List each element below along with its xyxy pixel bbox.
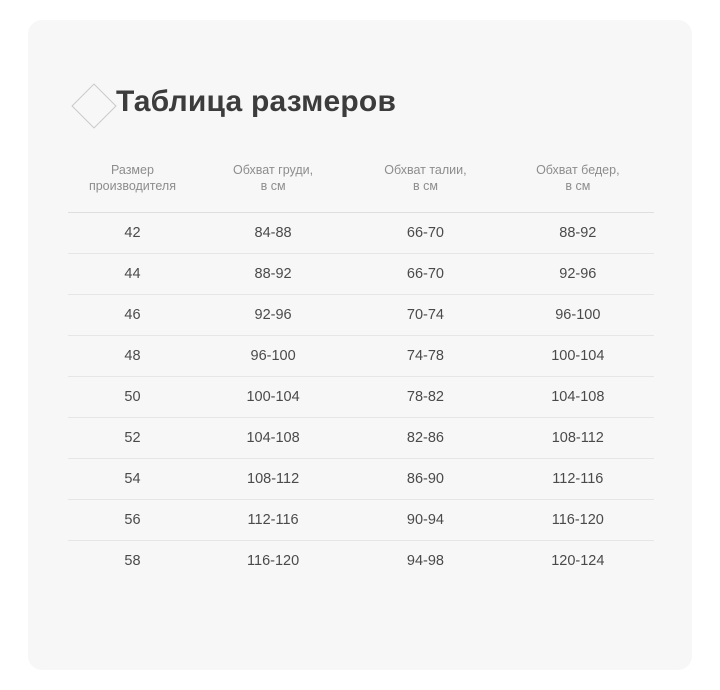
table-row [68, 295, 654, 336]
cell-size: 44 [68, 254, 197, 295]
title-row [68, 72, 396, 132]
cell-chest: 116-120 [247, 553, 300, 569]
cell-waist: 70-74 [349, 295, 501, 336]
cell-hips: 88-92 [502, 213, 654, 254]
cell-hips: 100-104 [502, 336, 654, 377]
cell-chest: 84-88 [197, 213, 349, 254]
cell-size: 52 [68, 418, 197, 459]
page-title: Таблица размеров [116, 85, 397, 118]
column-header-hips: Обхват бедер, в см [536, 163, 620, 193]
cell-chest: 88-92 [197, 254, 349, 295]
size-table [68, 162, 654, 581]
cell-chest: 92-96 [197, 295, 349, 336]
cell-waist: 82-86 [349, 418, 501, 459]
cell-hips: 116-120 [502, 500, 654, 541]
diamond-outline-icon [68, 80, 112, 124]
table-row [68, 541, 654, 582]
cell-hips: 104-108 [502, 377, 654, 418]
table-row [68, 254, 654, 295]
column-header-waist: Обхват талии, в см [384, 163, 467, 193]
table-row [68, 500, 654, 541]
cell-waist: 66-70 [349, 254, 501, 295]
cell-waist: 90-94 [349, 500, 501, 541]
size-table-body [68, 213, 654, 582]
cell-waist: 94-98 [406, 553, 444, 569]
cell-size: 46 [68, 295, 197, 336]
cell-chest: 96-100 [197, 336, 349, 377]
cell-size: 58 [124, 553, 141, 569]
cell-chest: 100-104 [197, 377, 349, 418]
cell-size: 42 [68, 213, 197, 254]
column-header-chest: Обхват груди, в см [233, 163, 314, 193]
table-row [68, 213, 654, 254]
column-header-size: Размер производителя [88, 163, 176, 193]
cell-hips: 96-100 [502, 295, 654, 336]
cell-waist: 78-82 [349, 377, 501, 418]
cell-size: 56 [68, 500, 197, 541]
cell-chest: 104-108 [197, 418, 349, 459]
cell-size: 54 [68, 459, 197, 500]
cell-hips: 112-116 [502, 459, 654, 500]
table-row [68, 418, 654, 459]
cell-waist: 66-70 [349, 213, 501, 254]
table-row [68, 336, 654, 377]
table-header-row [68, 162, 654, 213]
cell-size: 48 [68, 336, 197, 377]
table-row [68, 459, 654, 500]
size-table-wrapper [68, 162, 654, 581]
cell-waist: 86-90 [349, 459, 501, 500]
cell-waist: 74-78 [349, 336, 501, 377]
cell-chest: 108-112 [197, 459, 349, 500]
table-row [68, 377, 654, 418]
cell-hips: 120-124 [551, 553, 605, 569]
cell-chest: 112-116 [197, 500, 349, 541]
size-table-header [68, 162, 654, 213]
cell-size: 50 [68, 377, 197, 418]
cell-hips: 92-96 [502, 254, 654, 295]
cell-hips: 108-112 [502, 418, 654, 459]
